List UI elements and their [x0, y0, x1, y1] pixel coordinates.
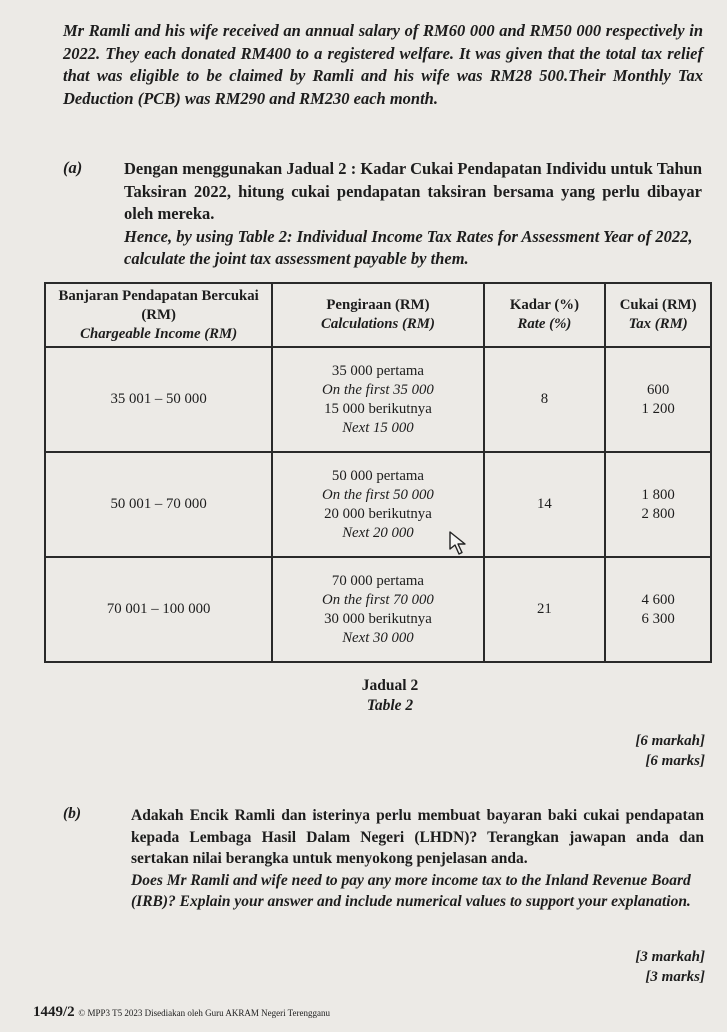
header-chargeable-income: Banjaran Pendapatan Bercukai (RM) Chargeable Income (RM) — [45, 283, 272, 347]
tax-cell: 600 1 200 — [605, 347, 711, 452]
marks-a: [6 markah] [6 marks] — [635, 733, 705, 769]
header-calculations: Pengiraan (RM) Calculations (RM) — [272, 283, 483, 347]
income-range-cell: 35 001 – 50 000 — [45, 347, 272, 452]
table-row — [45, 452, 711, 557]
question-b-malay: Adakah Encik Ramli dan isterinya perlu membuat bayaran baki cukai pendapatan kepada Lembaga Hasil Dalam Negeri (LHDN)? Terangkan jawapan anda dan sertakan nilai berangka untuk menyokong penjelasan anda. — [131, 807, 704, 867]
question-a-english: Hence, by using Table 2: Individual Income Tax Rates for Assessment Year of 2022, calculate the joint tax assessment payable by them. — [124, 226, 693, 269]
rate-cell: 8 — [484, 347, 606, 452]
question-b-english: Does Mr Ramli and wife need to pay any more income tax to the Inland Revenue Board (IRB)? Explain your answer and include numerical values to support your explanation. — [131, 871, 691, 910]
tax-rate-table — [44, 282, 712, 663]
intro-paragraph: Mr Ramli and his wife received an annual salary of RM60 000 and RM50 000 respectively in 2022. They each donated RM400 to a registered welfare. It was given that the total tax relief that was eligible to be claimed by Ramli and his wife was RM28 500.Their Monthly Tax Deduction (PCB) was RM290 and RM230 each month. — [63, 21, 703, 108]
calculation-cell: 70 000 pertama On the first 70 000 30 000 berikutnya Next 30 000 — [272, 557, 483, 662]
calculation-cell: 35 000 pertama On the first 35 000 15 000 berikutnya Next 15 000 — [272, 347, 483, 452]
mouse-pointer-icon — [448, 530, 472, 556]
table-caption: Jadual 2 Table 2 — [361, 677, 419, 714]
question-b-label: (b) — [63, 805, 82, 822]
income-range-cell: 70 001 – 100 000 — [45, 557, 272, 662]
question-b — [131, 805, 704, 913]
income-range-cell: 50 001 – 70 000 — [45, 452, 272, 557]
table-row — [45, 557, 711, 662]
question-a — [124, 158, 702, 271]
rate-cell: 21 — [484, 557, 606, 662]
header-tax: Cukai (RM) Tax (RM) — [605, 283, 711, 347]
page-footer — [33, 1004, 330, 1021]
header-rate: Kadar (%) Rate (%) — [484, 283, 606, 347]
table-header-row — [45, 283, 711, 347]
table-row — [45, 347, 711, 452]
tax-cell: 4 600 6 300 — [605, 557, 711, 662]
marks-b: [3 markah] [3 marks] — [635, 949, 705, 985]
footer-note: © MPP3 T5 2023 Disediakan oleh Guru AKRAM Negeri Terengganu — [78, 1008, 331, 1018]
rate-cell: 14 — [484, 452, 606, 557]
tax-cell: 1 800 2 800 — [605, 452, 711, 557]
question-a-label: (a) — [63, 158, 83, 177]
question-a-malay: Dengan menggunakan Jadual 2 : Kadar Cukai Pendapatan Individu untuk Tahun Taksiran 2022, hitung cukai pendapatan taksiran bersama yang perlu dibayar oleh mereka. — [124, 159, 702, 224]
paper-code: 1449/2 — [33, 1004, 75, 1020]
calculation-cell: 50 000 pertama On the first 50 000 20 000 berikutnya Next 20 000 — [272, 452, 483, 557]
